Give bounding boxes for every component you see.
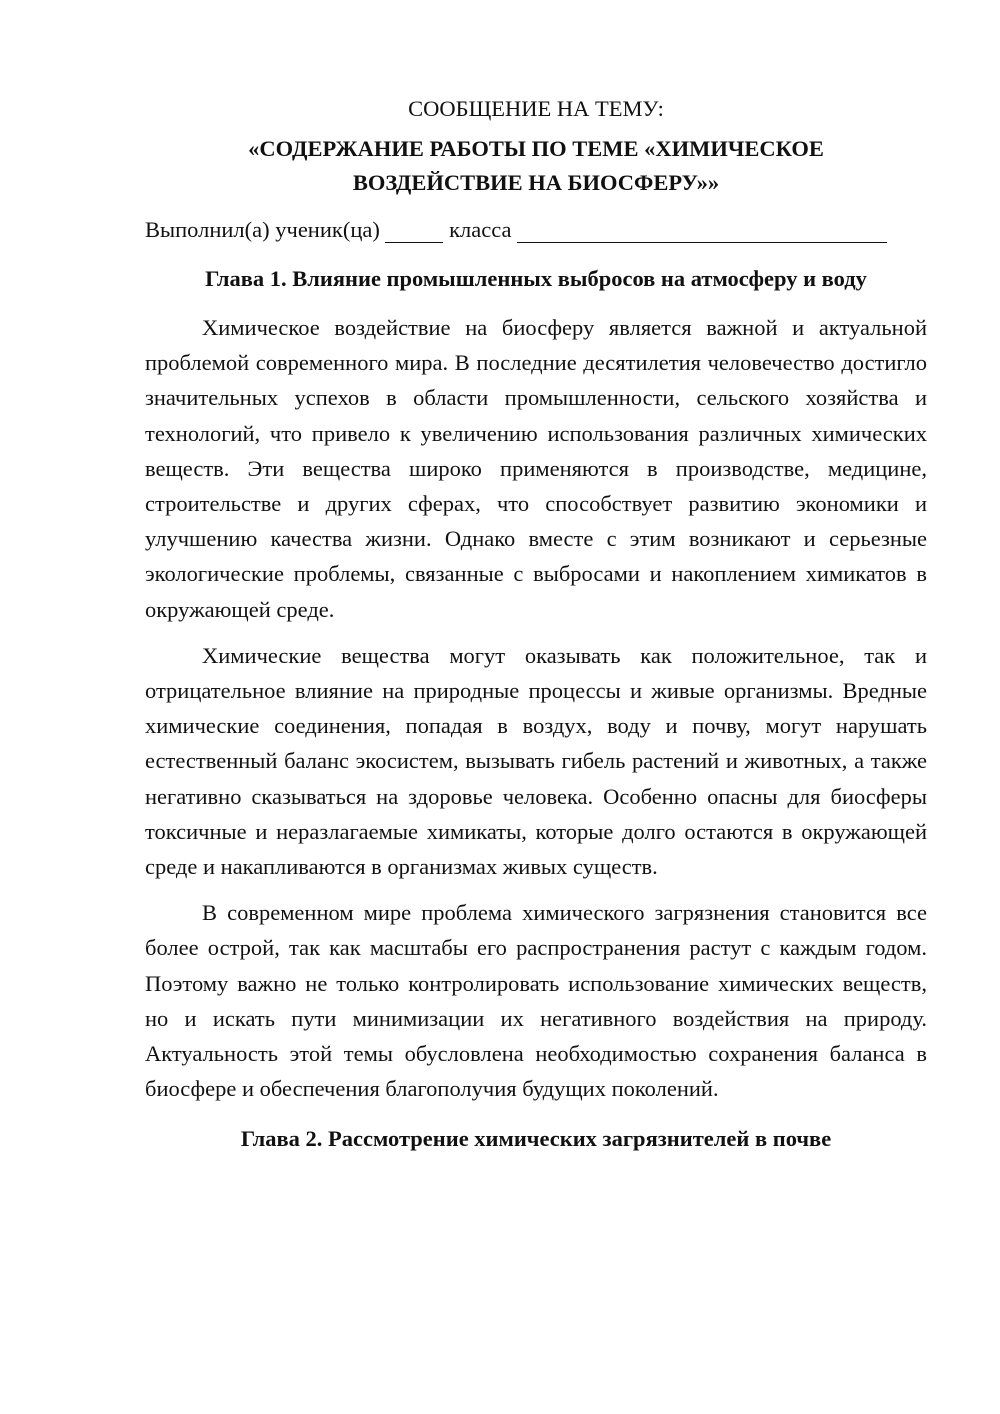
- chapter-2-heading: Глава 2. Рассмотрение химических загрязнителей в почве: [240, 1126, 832, 1152]
- author-line: [145, 213, 927, 247]
- author-class-label: класса: [449, 217, 512, 242]
- subtitle-line-2: ВОЗДЕЙСТВИЕ НА БИОСФЕРУ»»: [352, 170, 720, 195]
- document-title: СООБЩЕНИЕ НА ТЕМУ:: [408, 96, 664, 121]
- chapter-1-paragraph-1: Химическое воздействие на биосферу является важной и актуальной проблемой современного мира. В последние десятилетия человечество достигло значительных успехов в области промышленности, сельского хозяйства и технологий, что привело к увеличению использования различных химических веществ. Эти вещества широко применяются в производстве, медицине, строительстве и других сферах, что способствует развитию экономики и улучшению качества жизни. Однако вместе с этим возникают и серьезные экологические проблемы, связанные с выбросами и накоплением химикатов в окружающей среде.: [145, 315, 927, 622]
- document-page: [145, 92, 927, 1170]
- class-number-blank: [385, 220, 443, 243]
- author-prefix: Выполнил(а) ученик(ца): [145, 217, 380, 242]
- chapter-1-paragraph-2: Химические вещества могут оказывать как положительное, так и отрицательное влияние на природные процессы и живые организмы. Вредные химические соединения, попадая в воздух, воду и почву, могут нарушать естественный баланс экосистем, вызывать гибель растений и животных, а также негативно сказываться на здоровье человека. Особенно опасны для биосферы токсичные и неразлагаемые химикаты, которые долго остаются в окружающей среде и накапливаются в организмах живых существ.: [145, 642, 927, 880]
- document-subtitle: [145, 132, 927, 200]
- student-name-blank: [517, 220, 887, 243]
- chapter-1-heading: Глава 1. Влияние промышленных выбросов на атмосферу и воду: [205, 266, 867, 291]
- subtitle-line-1: «СОДЕРЖАНИЕ РАБОТЫ ПО ТЕМЕ «ХИМИЧЕСКОЕ: [248, 136, 824, 161]
- chapter-1-paragraph-3: В современном мире проблема химического загрязнения становится все более острой, так как масштабы его распространения растут с каждым годом. Поэтому важно не только контролировать использование химических веществ, но и искать пути минимизации их негативного воздействия на природу. Актуальность этой темы обусловлена необходимостью сохранения баланса в биосфере и обеспечения благополучия будущих поколений.: [145, 900, 927, 1102]
